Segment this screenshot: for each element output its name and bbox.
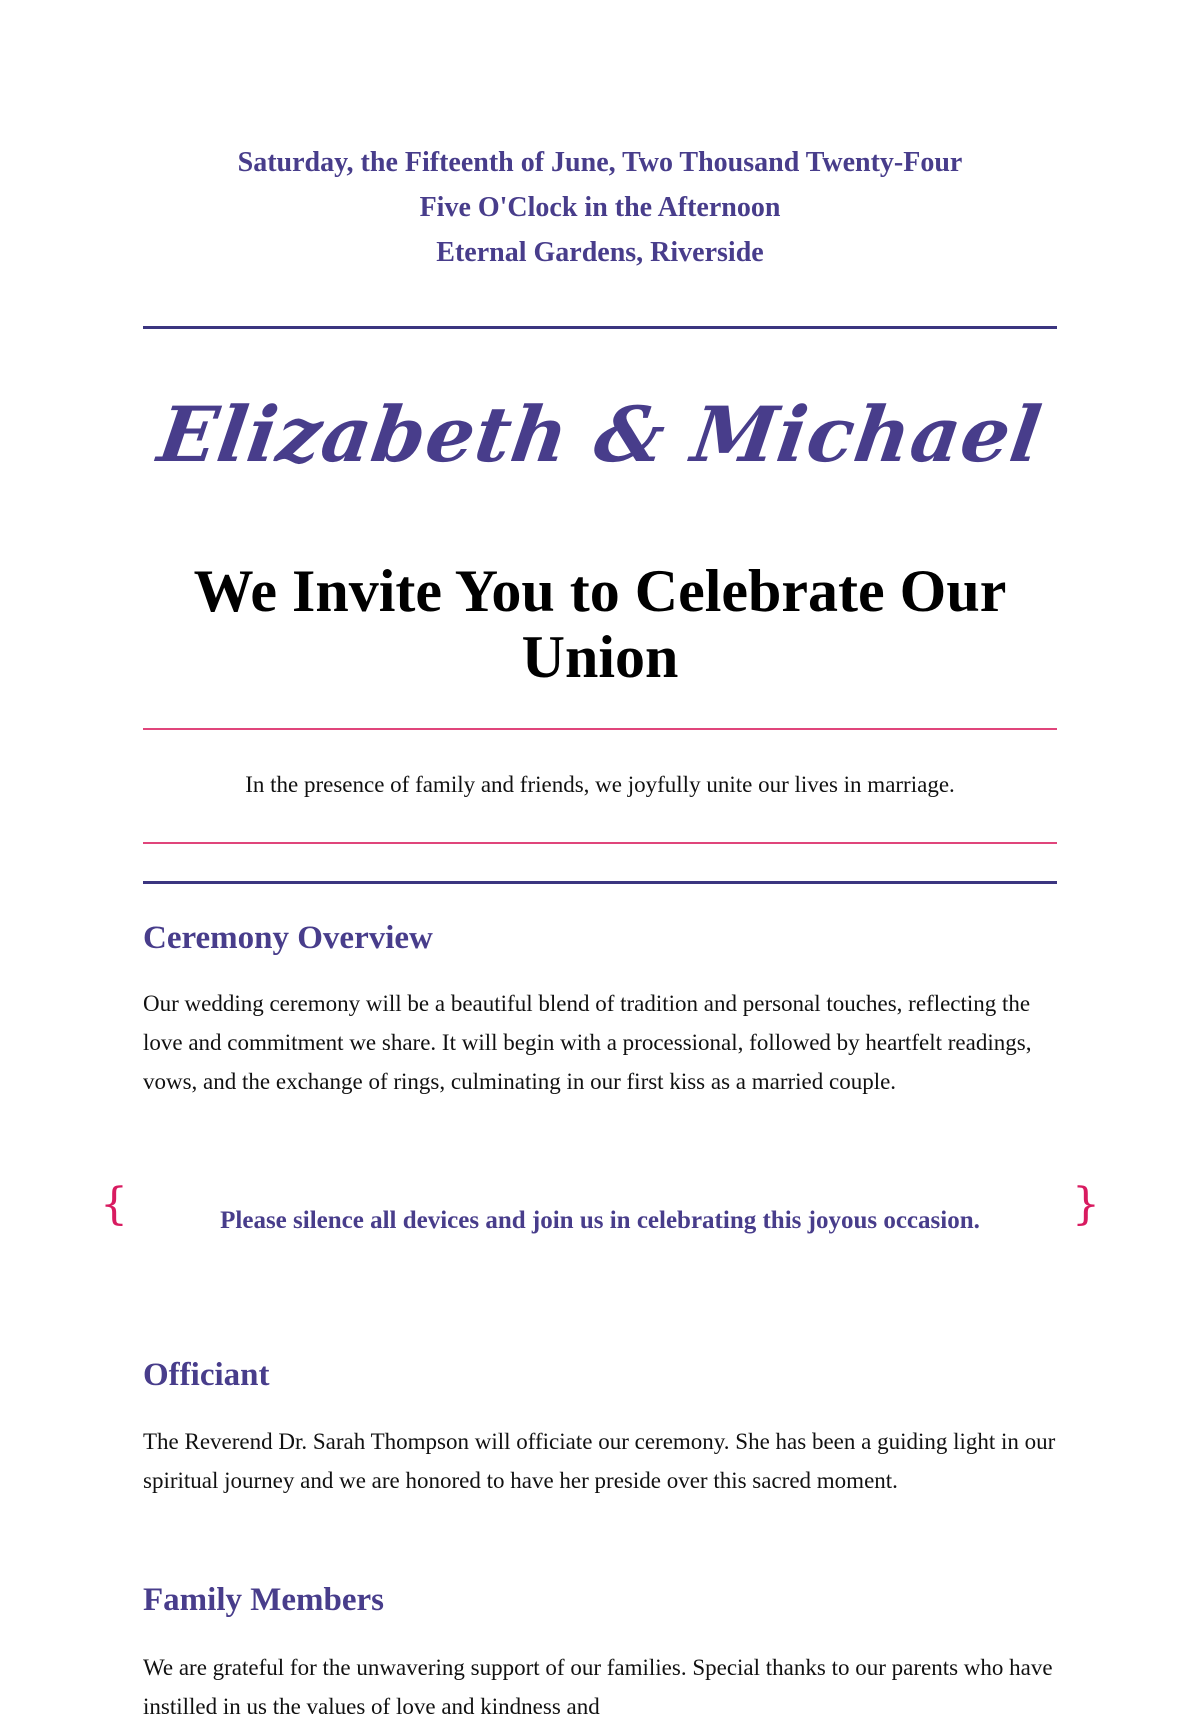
divider-top (143, 326, 1057, 329)
right-brace-icon: } (1072, 1179, 1100, 1230)
couple-names: Elizabeth & Michael (153, 390, 1048, 479)
event-date: Saturday, the Fifteenth of June, Two Thousand Twenty-Four (237, 147, 963, 178)
event-time: Five O'Clock in the Afternoon (419, 192, 781, 223)
section-body-family-members: We are grateful for the unwavering support of our families. Special thanks to our parents who have instilled in us the values of love and kindness and (143, 1655, 1053, 1719)
tagline: In the presence of family and friends, we joyfully unite our lives in marriage. (245, 772, 955, 797)
callout-text: Please silence all devices and join us in celebrating this joyous occasion. (220, 1207, 980, 1234)
section-heading-ceremony-overview: Ceremony Overview (143, 920, 433, 956)
left-brace-icon: { (100, 1179, 128, 1230)
section-body-ceremony-overview: Our wedding ceremony will be a beautiful blend of tradition and personal touches, reflecting the love and commitment we share. It will begin with a processional, followed by heartfelt readings, vows, and the exchange of rings, culminating in our first kiss as a married couple. (143, 991, 1032, 1094)
page-title: We Invite You to Celebrate Our Union (193, 558, 1007, 690)
section-heading-officiant: Officiant (143, 1357, 270, 1393)
section-heading-family-members: Family Members (143, 1582, 385, 1618)
divider-pink-upper (143, 728, 1057, 730)
event-venue: Eternal Gardens, Riverside (436, 237, 764, 268)
callout-notice (100, 1180, 1100, 1290)
divider-pink-lower (143, 842, 1057, 844)
section-body-officiant: The Reverend Dr. Sarah Thompson will officiate our ceremony. She has been a guiding light in our spiritual journey and we are honored to have her preside over this sacred moment. (143, 1429, 1056, 1493)
event-details (143, 140, 1057, 275)
divider-navy-lower (143, 881, 1057, 884)
